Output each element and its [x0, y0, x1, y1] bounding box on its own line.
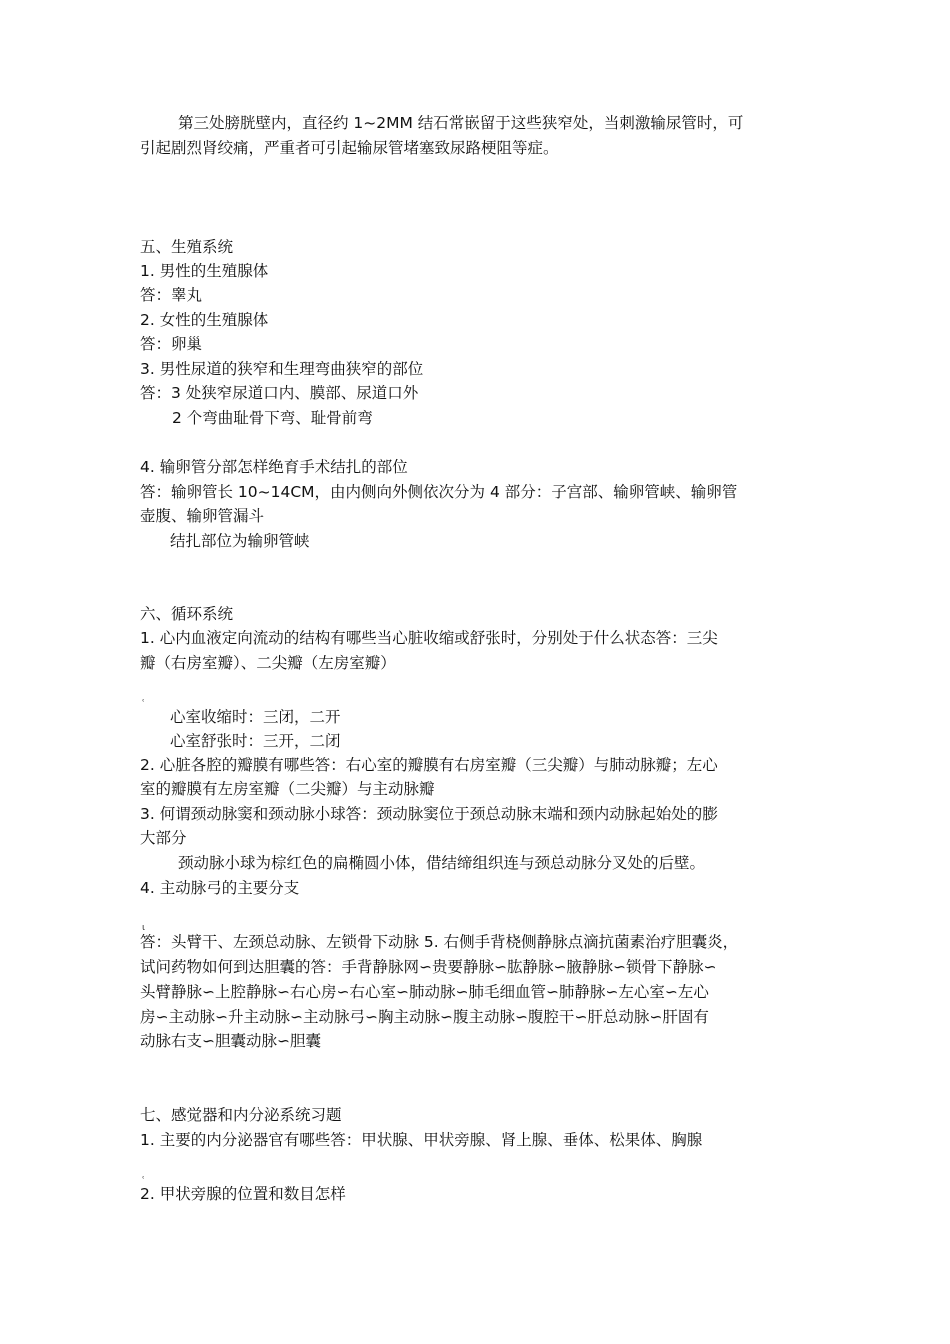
paragraph-line: 引起剧烈肾绞痛，严重者可引起输尿管堵塞致尿路梗阻等症。: [140, 139, 559, 157]
question: 2. 心脏各腔的瓣膜有哪些答：右心室的瓣膜有右房室瓣（三尖瓣）与肺动脉瓣；左心: [140, 756, 718, 774]
question: 4. 主动脉弓的主要分支: [140, 879, 300, 897]
question: 室的瓣膜有左房室瓣（二尖瓣）与主动脉瓣: [140, 780, 435, 798]
answer: 答：输卵管长 10~14CM，由内侧向外侧依次分为 4 部分：子宫部、输卵管峡、输卵管: [140, 483, 738, 501]
stray-mark: ʿ: [142, 699, 145, 709]
answer: 壶腹、输卵管漏斗: [140, 507, 265, 525]
answer: 2 个弯曲耻骨下弯、耻骨前弯: [172, 409, 373, 427]
question: 1. 心内血液定向流动的结构有哪些当心脏收缩或舒张时，分别处于什么状态答：三尖: [140, 629, 718, 647]
question: 2. 女性的生殖腺体: [140, 311, 269, 329]
section-heading: 七、感觉器和内分泌系统习题: [140, 1106, 342, 1124]
section-heading: 六、循环系统: [140, 605, 234, 623]
answer: 试问药物如何到达胆囊的答：手背静脉网∽贵要静脉∽肱静脉∽腋静脉∽锁骨下静脉∽: [140, 958, 717, 976]
question: 3. 男性尿道的狭窄和生理弯曲狭窄的部位: [140, 360, 424, 378]
answer: 头臂静脉∽上腔静脉∽右心房∽右心室∽肺动脉∽肺毛细血管∽肺静脉∽左心室∽左心: [140, 983, 709, 1001]
section-heading: 五、生殖系统: [140, 238, 234, 256]
paragraph-line: 第三处膀胱壁内，直径约 1~2MM 结石常嵌留于这些狭窄处，当刺激输尿管时，可: [178, 114, 744, 132]
answer: 心室舒张时：三开，二闭: [170, 732, 341, 750]
question: 1. 男性的生殖腺体: [140, 262, 269, 280]
question: 大部分: [140, 829, 187, 847]
question: 4. 输卵管分部怎样绝育手术结扎的部位: [140, 458, 408, 476]
answer: 心室收缩时：三闭，二开: [170, 708, 341, 726]
answer: 答：头臂干、左颈总动脉、左锁骨下动脉 5. 右侧手背桡侧静脉点滴抗菌素治疗胆囊炎，: [140, 933, 739, 951]
stray-mark: ʿ: [142, 1176, 145, 1186]
answer: 答：卵巢: [140, 335, 203, 353]
answer: 结扎部位为输卵管峡: [170, 532, 310, 550]
stray-mark: ɩ: [142, 923, 146, 933]
answer: 答：睾丸: [140, 286, 203, 304]
question: 2. 甲状旁腺的位置和数目怎样: [140, 1185, 346, 1203]
question: 3. 何谓颈动脉窦和颈动脉小球答：颈动脉窦位于颈总动脉末端和颈内动脉起始处的膨: [140, 805, 718, 823]
answer: 动脉右支∽胆囊动脉∽胆囊: [140, 1032, 321, 1050]
question: 1. 主要的内分泌器官有哪些答：甲状腺、甲状旁腺、肾上腺、垂体、松果体、胸腺: [140, 1131, 703, 1149]
answer: 房∽主动脉∽升主动脉∽主动脉弓∽胸主动脉∽腹主动脉∽腹腔干∽肝总动脉∽肝固有: [140, 1008, 709, 1026]
answer: 答：3 处狭窄尿道口内、膜部、尿道口外: [140, 384, 419, 402]
question: 瓣（右房室瓣）、二尖瓣（左房室瓣）: [140, 654, 396, 672]
answer: 颈动脉小球为棕红色的扁椭圆小体，借结缔组织连与颈总动脉分叉处的后壁。: [178, 854, 706, 872]
